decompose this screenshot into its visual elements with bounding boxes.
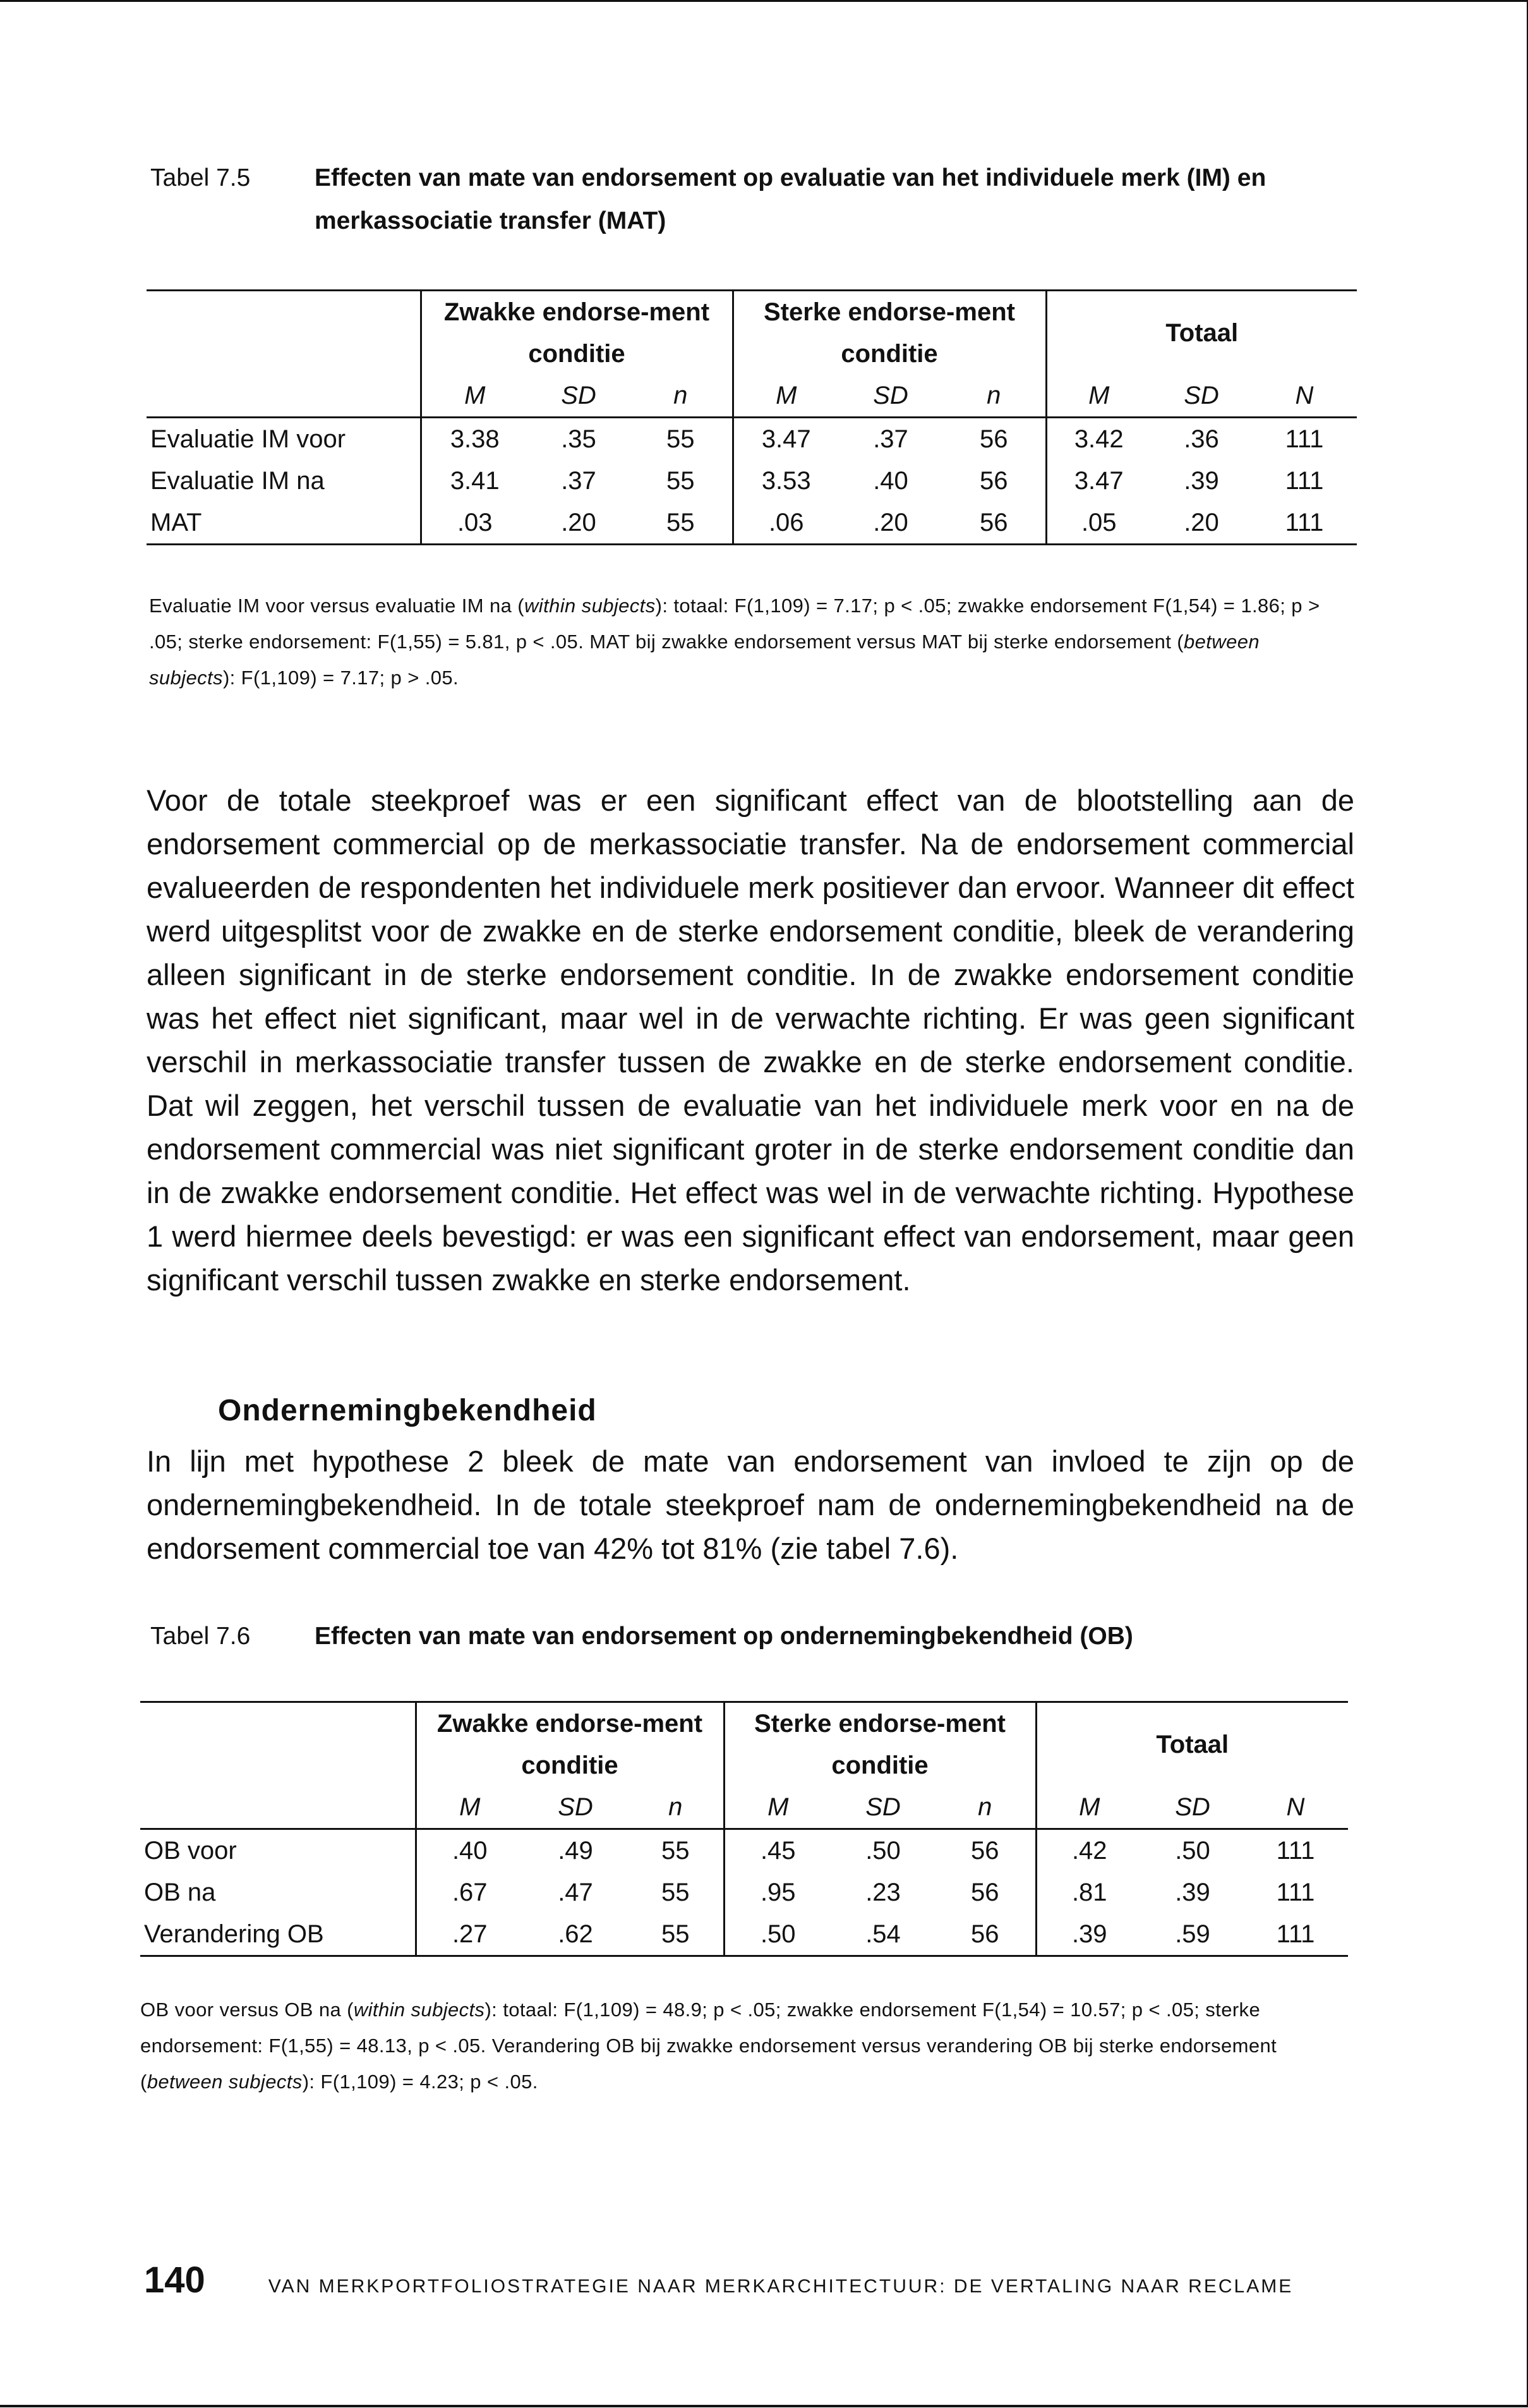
table-cell: .27 — [416, 1913, 523, 1956]
table1-subheader: M — [421, 375, 528, 418]
table-cell: .36 — [1184, 425, 1219, 453]
table-cell: .39 — [1175, 1878, 1210, 1906]
table2-subheader: M — [416, 1786, 523, 1829]
table-cell: 56 — [942, 502, 1046, 545]
body-paragraph-2: In lijn met hypothese 2 bleek de mate van endorsement van invloed te zijn op de ondernemingbekendheid. In de totale steekproef nam de ondernemingbekendheid na de endorsement commercial toe van 42% tot 81% (zie tabel 7.6). — [147, 1444, 1354, 1565]
row-label: Evaluatie IM voor — [150, 425, 346, 453]
table1-subheader: SD — [839, 375, 942, 418]
table2-group-totaal: Totaal — [1036, 1702, 1348, 1787]
table2-subheader: SD — [1142, 1786, 1243, 1829]
table-cell: 111 — [1252, 502, 1357, 545]
table2-group-sterke: Sterke endorse-ment conditie — [724, 1702, 1036, 1787]
section-heading: Ondernemingbekendheid — [218, 1394, 597, 1427]
table1-subheader-blank — [147, 375, 421, 418]
table2-caption — [150, 1615, 1338, 1658]
table-cell: .81 — [1036, 1872, 1142, 1913]
table2-note-part: ): F(1,109) = 4.23; p < .05. — [302, 2071, 538, 2093]
table-cell: .39 — [1036, 1913, 1142, 1956]
table2-subheader-blank — [140, 1786, 416, 1829]
table-cell: 3.47 — [733, 418, 839, 461]
table2-note-italic: between subjects — [147, 2071, 303, 2093]
table1-note-part: Evaluatie IM voor versus evaluatie IM na ( — [149, 595, 524, 617]
running-title: VAN MERKPORTFOLIOSTRATEGIE NAAR MERKARCHITECTUUR: DE VERTALING NAAR RECLAME — [268, 2276, 1294, 2297]
table2-title: Effecten van mate van endorsement op ondernemingbekendheid (OB) — [315, 1623, 1133, 1650]
table1-label: Tabel 7.5 — [150, 164, 251, 191]
table-cell: 55 — [666, 425, 695, 453]
table-cell: .67 — [416, 1872, 523, 1913]
table2-label: Tabel 7.6 — [150, 1623, 251, 1650]
table2-subheader: SD — [831, 1786, 935, 1829]
table-row — [140, 1913, 1348, 1956]
table-cell: .42 — [1036, 1829, 1142, 1872]
table2-corner — [140, 1702, 416, 1787]
table1-note-italic: between subjects — [149, 631, 1260, 689]
table1 — [147, 289, 1357, 545]
table-cell: .39 — [1184, 466, 1219, 495]
table1-subheader: SD — [528, 375, 629, 418]
table-cell: .20 — [1151, 502, 1252, 545]
table-cell: .05 — [1046, 502, 1151, 545]
table1-subheader: M — [733, 375, 839, 418]
table1-note-part: ): F(1,109) = 7.17; p > .05. — [222, 667, 459, 689]
table2-subheader: n — [935, 1786, 1036, 1829]
table1-subheader: SD — [1151, 375, 1252, 418]
table-cell: .62 — [523, 1913, 628, 1956]
table2 — [140, 1701, 1348, 1957]
table-row — [147, 418, 1357, 461]
table-cell: 56 — [971, 1836, 999, 1865]
table-cell: .54 — [831, 1913, 935, 1956]
table-cell: .95 — [724, 1872, 831, 1913]
table-cell: .03 — [421, 502, 528, 545]
table-row — [147, 502, 1357, 545]
table-cell: 111 — [1243, 1913, 1348, 1956]
table-cell: .49 — [558, 1836, 593, 1865]
table1-note — [149, 588, 1349, 696]
table-cell: .37 — [561, 466, 596, 495]
table1-group-totaal: Totaal — [1046, 291, 1357, 375]
table-cell: 111 — [1276, 1836, 1315, 1865]
table1-note-italic: within subjects — [524, 595, 656, 617]
page-number: 140 — [144, 2260, 205, 2301]
table-cell: .06 — [733, 502, 839, 545]
table1-group-sterke: Sterke endorse-ment conditie — [733, 291, 1046, 375]
table-cell: .23 — [865, 1878, 901, 1906]
table-cell: .20 — [528, 502, 629, 545]
table-cell: 3.41 — [421, 460, 528, 502]
table-cell: 55 — [661, 1878, 690, 1906]
row-label: OB voor — [144, 1836, 237, 1865]
table1-title: Effecten van mate van endorsement op evaluatie van het individuele merk (IM) en merkassociatie transfer (MAT) — [315, 164, 1266, 234]
table-cell: 55 — [666, 466, 695, 495]
table-cell: 56 — [980, 425, 1008, 453]
table1-corner — [147, 291, 421, 375]
table-cell: 111 — [1276, 1878, 1315, 1906]
table-cell: .45 — [724, 1829, 831, 1872]
table1-note-part: ): totaal: F(1,109) = 7.17; p < .05; zwakke endorsement F(1,54) = 1.86; p > .05; sterke endorsement: F(1,55) = 5.81, p < .05. MAT bij zwakke endorsement versus MAT bij sterke endorsement ( — [149, 595, 1320, 653]
row-label: Verandering OB — [140, 1913, 416, 1956]
table-cell: .37 — [873, 425, 908, 453]
table-cell: .59 — [1142, 1913, 1243, 1956]
table2-subheader: n — [628, 1786, 724, 1829]
table-cell: 56 — [980, 466, 1008, 495]
table-row — [140, 1829, 1348, 1872]
table-cell: 55 — [628, 1913, 724, 1956]
table-cell: 55 — [661, 1836, 690, 1865]
table-cell: 3.42 — [1046, 418, 1151, 461]
table-cell: .50 — [1175, 1836, 1210, 1865]
table-cell: .35 — [561, 425, 596, 453]
table-cell: 111 — [1285, 466, 1324, 495]
table-cell: .47 — [558, 1878, 593, 1906]
table-cell: 55 — [629, 502, 733, 545]
table2-subheader: M — [724, 1786, 831, 1829]
table-cell: 111 — [1285, 425, 1324, 453]
row-label: OB na — [144, 1878, 216, 1906]
table1-subheader: n — [629, 375, 733, 418]
table-cell: .40 — [416, 1829, 523, 1872]
table-cell: 3.38 — [421, 418, 528, 461]
table2-note — [140, 1992, 1340, 2100]
table-row — [147, 460, 1357, 502]
row-label: Evaluatie IM na — [150, 466, 325, 495]
table-cell: .20 — [839, 502, 942, 545]
table-cell: .50 — [724, 1913, 831, 1956]
table1-group-zwakke: Zwakke endorse-ment conditie — [421, 291, 733, 375]
table-row — [140, 1872, 1348, 1913]
body-paragraph-1: Voor de totale steekproef was er een significant effect van de blootstelling aan de endorsement commercial op de merkassociatie transfer. Na de endorsement commercial evalueerden de respondenten het individuele merk positiever dan ervoor. Wanneer dit effect werd uitgesplitst voor de zwakke en de sterke endorsement conditie, bleek de verandering alleen significant in de sterke endorsement conditie. In de zwakke endorsement conditie was het effect niet significant, maar wel in de verwachte richting. Er was geen significant verschil in merkassociatie transfer tussen de zwakke en de sterke endorsement conditie. Dat wil zeggen, het verschil tussen de evaluatie van het individuele merk voor en na de endorsement commercial was niet significant groter in de sterke endorsement conditie dan in de zwakke endorsement conditie. Het effect was wel in de verwachte richting. Hypothese 1 werd hiermee deels bevestigd: er was een significant effect van endorsement, maar geen significant verschil tussen zwakke en sterke endorsement. — [147, 784, 1354, 1297]
table1-caption — [150, 157, 1338, 243]
table-cell: 56 — [935, 1913, 1036, 1956]
table2-subheader: M — [1036, 1786, 1142, 1829]
table1-subheader: M — [1046, 375, 1151, 418]
table1-subheader: n — [942, 375, 1046, 418]
table2-note-italic: within subjects — [353, 1999, 485, 2021]
table-cell: .50 — [865, 1836, 901, 1865]
table2-subheader: SD — [523, 1786, 628, 1829]
table2-note-part: ): totaal: F(1,109) = 48.9; p < .05; zwakke endorsement F(1,54) = 10.57; p < .05; sterke endorsement: F(1,55) = 48.13, p < .05. Verandering OB bij zwakke endorsement versus verandering OB bij sterke endorsement ( — [140, 1999, 1277, 2093]
table2-note-part: OB voor versus OB na ( — [140, 1999, 354, 2021]
table2-group-zwakke: Zwakke endorse-ment conditie — [416, 1702, 724, 1787]
table-cell: .40 — [873, 466, 908, 495]
table-cell: 3.53 — [733, 460, 839, 502]
table-cell: 3.47 — [1046, 460, 1151, 502]
row-label: MAT — [147, 502, 421, 545]
table1-subheader: N — [1252, 375, 1357, 418]
table-cell: 56 — [971, 1878, 999, 1906]
table2-subheader: N — [1243, 1786, 1348, 1829]
page-footer — [144, 2259, 1293, 2301]
